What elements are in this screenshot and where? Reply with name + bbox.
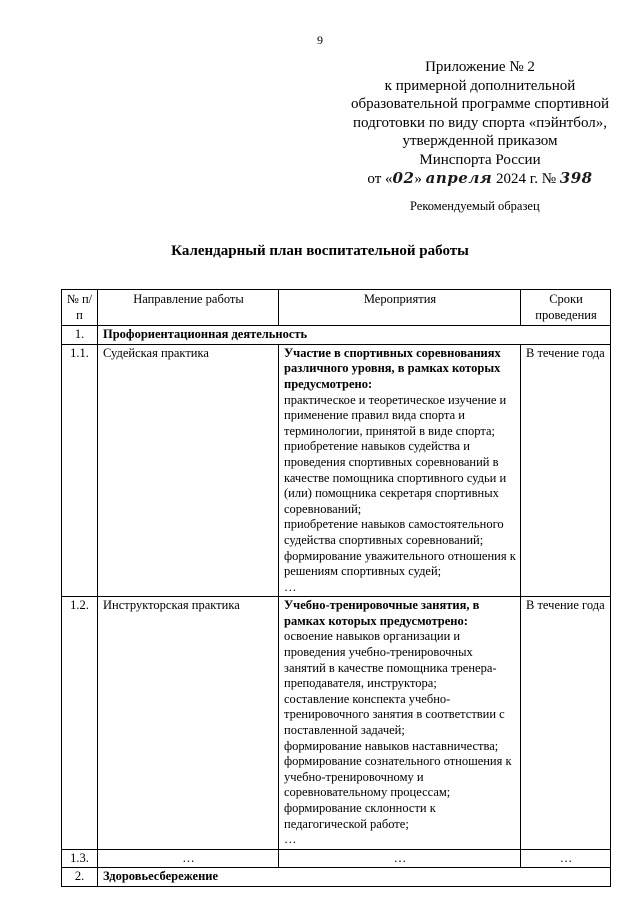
- row-direction: Инструкторская практика: [98, 597, 279, 850]
- order-date-line: [330, 169, 630, 189]
- event-item: формирование навыков наставничества;: [284, 738, 499, 753]
- event-item: формирование склонности к педагогической работе;: [284, 801, 436, 831]
- row-events: …: [279, 849, 521, 868]
- row-num: 1.3.: [62, 849, 98, 868]
- row-num: 1.1.: [62, 344, 98, 597]
- section-num: 1.: [62, 326, 98, 345]
- table-row: [62, 344, 611, 597]
- event-item: …: [284, 579, 297, 594]
- event-item: …: [284, 832, 297, 847]
- appendix-header: [330, 58, 630, 189]
- section-row: [62, 326, 611, 345]
- date-mid: »: [414, 171, 426, 187]
- date-day-handwritten: 02: [392, 169, 415, 187]
- section-num: 2.: [62, 868, 98, 887]
- header-terms: Сроки проведения: [521, 290, 611, 326]
- events-heading: Учебно-тренировочные занятия, в рамках которых предусмотрено:: [284, 598, 480, 628]
- date-year: 2024 г. №: [492, 171, 560, 187]
- document-title: Календарный план воспитательной работы: [171, 243, 469, 259]
- row-num: 1.2.: [62, 597, 98, 850]
- row-events: [279, 597, 521, 850]
- order-number-handwritten: 398: [559, 169, 593, 187]
- recommended-sample-label: Рекомендуемый образец: [410, 199, 540, 213]
- section-title: Профориентационная деятельность: [98, 326, 611, 345]
- date-prefix: от «: [367, 171, 393, 187]
- row-direction: …: [98, 849, 279, 868]
- event-item: формирование сознательного отношения к учебно-тренировочному и соревновательному процессам;: [284, 754, 512, 800]
- plan-table: [61, 289, 611, 887]
- event-item: приобретение навыков самостоятельного судейства спортивных соревнований;: [284, 517, 504, 547]
- event-item: составление конспекта учебно-тренировочного занятия в соответствии с поставленной задачей;: [284, 691, 505, 738]
- header-events: Мероприятия: [279, 290, 521, 326]
- table-row: [62, 597, 611, 850]
- event-item: освоение навыков организации и проведения учебно-тренировочных занятий в качестве помощника тренера-преподавателя, инструктора;: [284, 629, 497, 691]
- page-number: 9: [317, 33, 323, 47]
- appendix-line: утвержденной приказом: [402, 133, 558, 149]
- table-row: [62, 849, 611, 868]
- events-heading: Участие в спортивных соревнованиях различного уровня, в рамках которых предусмотрено:: [284, 345, 501, 391]
- row-terms: В течение года: [521, 597, 611, 850]
- appendix-line: Приложение № 2: [425, 59, 535, 75]
- event-item: практическое и теоретическое изучение и применение правил вида спорта и терминологии, принятой в виде спорта;: [284, 392, 507, 438]
- appendix-line: образовательной программе спортивной: [350, 96, 610, 112]
- row-terms: В течение года: [521, 344, 611, 597]
- appendix-line: Минспорта России: [419, 151, 541, 168]
- event-item: приобретение навыков судейства и проведения спортивных соревнований в качестве помощника спортивного судьи и (или) помощника секретаря спортивных соревнований;: [284, 439, 507, 516]
- event-item: формирование уважительного отношения к решениям спортивных судей;: [284, 548, 516, 579]
- header-num: № п/п: [62, 290, 98, 326]
- table-header-row: [62, 290, 611, 326]
- section-row: [62, 868, 611, 887]
- appendix-line: к примерной дополнительной: [384, 77, 576, 94]
- date-month-handwritten: апреля: [425, 169, 493, 187]
- section-title: Здоровьесбережение: [98, 868, 611, 887]
- header-direction: Направление работы: [98, 290, 279, 326]
- row-events: [279, 344, 521, 597]
- row-terms: …: [521, 849, 611, 868]
- appendix-line: подготовки по виду спорта «пэйнтбол»,: [353, 114, 607, 131]
- row-direction: Судейская практика: [98, 344, 279, 597]
